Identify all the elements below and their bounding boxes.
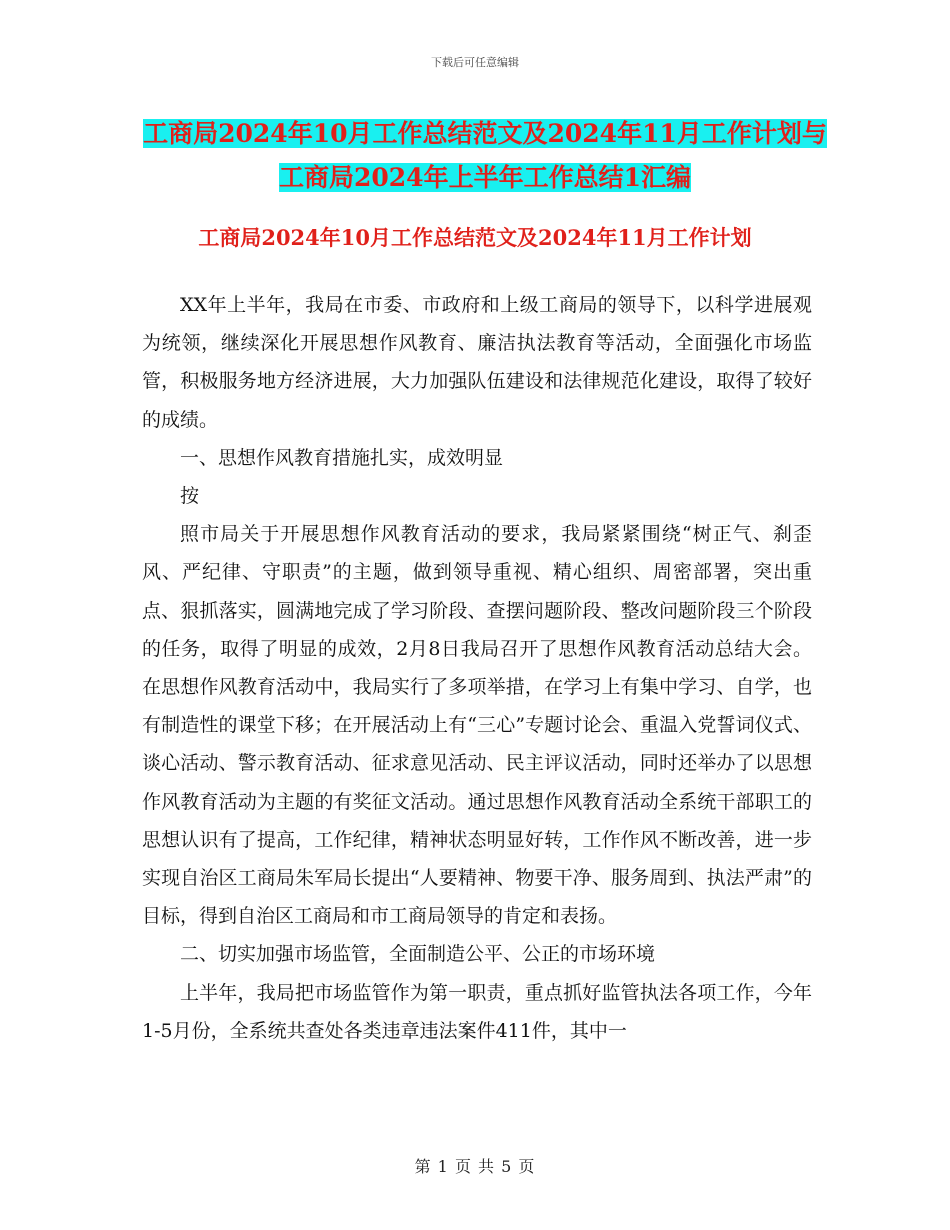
body-text bbox=[142, 286, 812, 1050]
paragraph-fragment: 按 bbox=[180, 485, 200, 508]
paragraph-intro: XX年上半年，我局在市委、市政府和上级工商局的领导下，以科学进展观为统领，继续深化开展思想作风教育、廉洁执法教育等活动，全面强化市场监管，积极服务地方经济进展，大力加强队伍建设和法律规范化建设，取得了较好的成绩。 bbox=[142, 294, 812, 431]
header-note: 下载后可任意编辑 bbox=[431, 56, 519, 69]
page-footer: 第 1 页 共 5 页 bbox=[414, 1157, 536, 1176]
section-title: 工商局2024年10月工作总结范文及2024年11月工作计划 bbox=[198, 225, 752, 250]
document-title-text: 工商局2024年10月工作总结范文及2024年11月工作计划与工商局2024年上半年工作总结1汇编 bbox=[143, 119, 827, 192]
heading-part-one: 一、思想作风教育措施扎实，成效明显 bbox=[180, 446, 504, 469]
document-title bbox=[140, 112, 830, 200]
paragraph-part-two-body: 上半年，我局把市场监管作为第一职责，重点抓好监管执法各项工作，今年1-5月份，全系统共查处各类违章违法案件411件，其中一 bbox=[142, 981, 812, 1042]
paragraph-part-one-body: 照市局关于开展思想作风教育活动的要求，我局紧紧围绕“树正气、刹歪风、严纪律、守职责”的主题，做到领导重视、精心组织、周密部署，突出重点、狠抓落实，圆满地完成了学习阶段、查摆问题阶段、整改问题阶段三个阶段的任务，取得了明显的成效，2月8日我局召开了思想作风教育活动总结大会。在思想作风教育活动中，我局实行了多项举措，在学习上有集中学习、自学，也有制造性的课堂下移；在开展活动上有“三心”专题讨论会、重温入党誓词仪式、谈心活动、警示教育活动、征求意见活动、民主评议活动，同时还举办了以思想作风教育活动为主题的有奖征文活动。通过思想作风教育活动全系统干部职工的思想认识有了提高，工作纪律，精神状态明显好转，工作作风不断改善，进一步实现自治区工商局朱军局长提出“人要精神、物要干净、服务周到、执法严肃”的目标，得到自治区工商局和市工商局领导的肯定和表扬。 bbox=[142, 523, 812, 928]
heading-part-two: 二、切实加强市场监管，全面制造公平、公正的市场环境 bbox=[180, 943, 656, 966]
